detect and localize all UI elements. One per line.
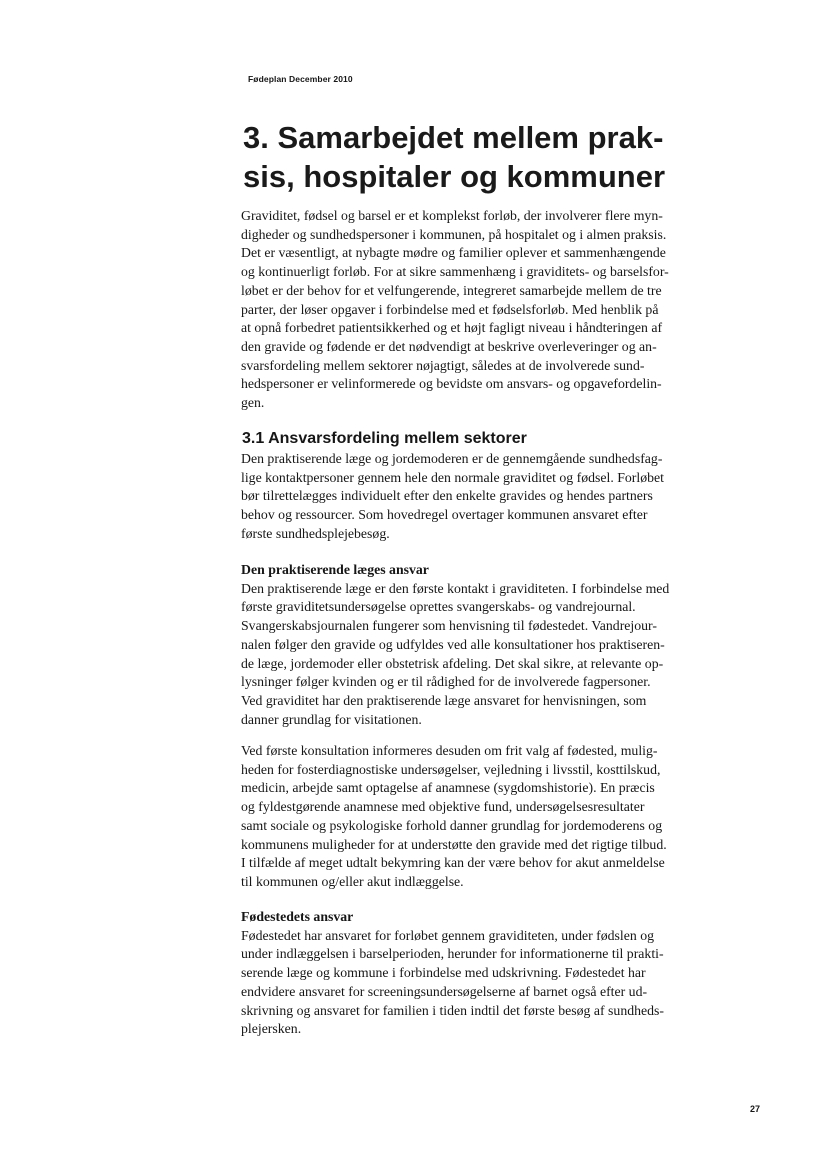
text-line: digheder og sundhedspersoner i kommunen, på hospitalet og i almen praksis.: [241, 226, 667, 242]
chapter-title-line: 3. Samarbejdet mellem prak-: [243, 120, 664, 155]
text-line: I tilfælde af meget udtalt bekymring kan der være behov for akut anmeldelse: [241, 855, 665, 871]
text-line: heden for fosterdiagnostiske undersøgelser, vejledning i livsstil, kosttilskud,: [241, 761, 661, 777]
text-line: til kommunen og/eller akut indlæggelse.: [241, 873, 464, 889]
text-line: og fyldestgørende anamnese med objektive fund, undersøgelsesresultater: [241, 799, 645, 815]
text-line: serende læge og kommune i forbindelse med udskrivning. Fødestedet har: [241, 965, 646, 981]
gp-responsibility-section: [241, 561, 701, 729]
text-line: endvidere ansvaret for screeningsundersøgelserne af barnet også efter ud-: [241, 983, 648, 999]
birthplace-responsibility-section: [241, 908, 701, 1039]
text-line: hedspersoner er velinformerede og bevidste om ansvars- og opgavefordelin-: [241, 376, 662, 392]
text-line: plejersken.: [241, 1021, 302, 1037]
text-line: Graviditet, fødsel og barsel er et komplekst forløb, der involverer flere myn-: [241, 208, 663, 223]
text-line: Den praktiserende læge og jordemoderen er de gennemgående sundhedsfag-: [241, 451, 663, 466]
text-line: behov og ressourcer. Som hovedregel overtager kommunen ansvaret efter: [241, 507, 648, 523]
text-line: og kontinuerligt forløb. For at sikre sammenhæng i graviditets- og barselsfor-: [241, 264, 669, 280]
section-3-1-paragraph: [241, 450, 701, 544]
text-line: parter, der løser opgaver i forbindelse med et fødselsforløb. Med henblik på: [241, 301, 659, 317]
section-heading-3-1: 3.1 Ansvarsfordeling mellem sektorer: [242, 430, 527, 447]
text-line: danner grundlag for visitationen.: [241, 711, 422, 727]
text-line: første sundhedsplejebesøg.: [241, 525, 390, 541]
text-line: svarsfordeling mellem sektorer nøjagtigt, således at de involverede sund-: [241, 357, 645, 373]
text-line: medicin, arbejde samt optagelse af anamnese (sygdomshistorie). En præcis: [241, 780, 655, 796]
text-line: de læge, jordemoder eller obstetrisk afdeling. Det skal sikre, at relevante op-: [241, 655, 664, 671]
chapter-title: [243, 118, 723, 196]
text-line: lige kontaktpersoner gennem hele den normale graviditet og fødsel. Forløbet: [241, 469, 664, 485]
text-line: skrivning og ansvaret for familien i tiden indtil det første besøg af sundheds-: [241, 1002, 665, 1018]
text-line: Den praktiserende læge er den første kontakt i graviditeten. I forbindelse med: [241, 580, 670, 596]
text-line: Det er væsentligt, at nybagte mødre og familier oplever et sammenhængende: [241, 245, 666, 261]
running-header: Fødeplan December 2010: [248, 74, 353, 84]
subsection-heading: Den praktiserende læges ansvar: [241, 562, 429, 577]
text-line: at opnå forbedret patientsikkerhed og et højt fagligt niveau i håndteringen af: [241, 320, 663, 336]
page-number: 27: [750, 1104, 761, 1114]
chapter-title-line: sis, hospitaler og kommuner: [243, 159, 666, 194]
text-line: lysninger følger kvinden og er til rådighed for de involverede fagpersoner.: [241, 674, 651, 690]
text-line: gen.: [241, 395, 265, 411]
text-line: Fødestedet har ansvaret for forløbet gennem graviditeten, under fødslen og: [241, 927, 655, 943]
text-line: løbet er der behov for et velfungerende, integreret samarbejde mellem de tre: [241, 282, 662, 298]
text-line: første graviditetsundersøgelse oprettes svangerskabs- og vandrejournal.: [241, 599, 636, 615]
text-line: nalen følger den gravide og udfyldes ved alle konsultationer hos praktiseren-: [241, 636, 665, 652]
intro-paragraph: [241, 207, 701, 413]
text-line: den gravide og fødende er det nødvendigt at beskrive overleveringer og an-: [241, 338, 657, 354]
subsection-heading: Fødestedets ansvar: [241, 909, 354, 924]
text-line: Svangerskabsjournalen fungerer som henvisning til fødestedet. Vandrejour-: [241, 618, 657, 634]
text-line: under indlæggelsen i barselperioden, herunder for informationerne til prakti-: [241, 946, 664, 962]
gp-responsibility-paragraph-2: [241, 742, 701, 892]
text-line: bør tilrettelægges individuelt efter den enkelte gravides og hendes partners: [241, 488, 653, 504]
text-line: samt sociale og psykologiske forhold danner grundlag for jordemoderens og: [241, 817, 663, 833]
text-line: Ved første konsultation informeres desuden om frit valg af fødested, mulig-: [241, 743, 658, 758]
text-line: kommunens muligheder for at understøtte den gravide med det rigtige tilbud.: [241, 836, 667, 852]
text-line: Ved graviditet har den praktiserende læge ansvaret for henvisningen, som: [241, 692, 647, 708]
